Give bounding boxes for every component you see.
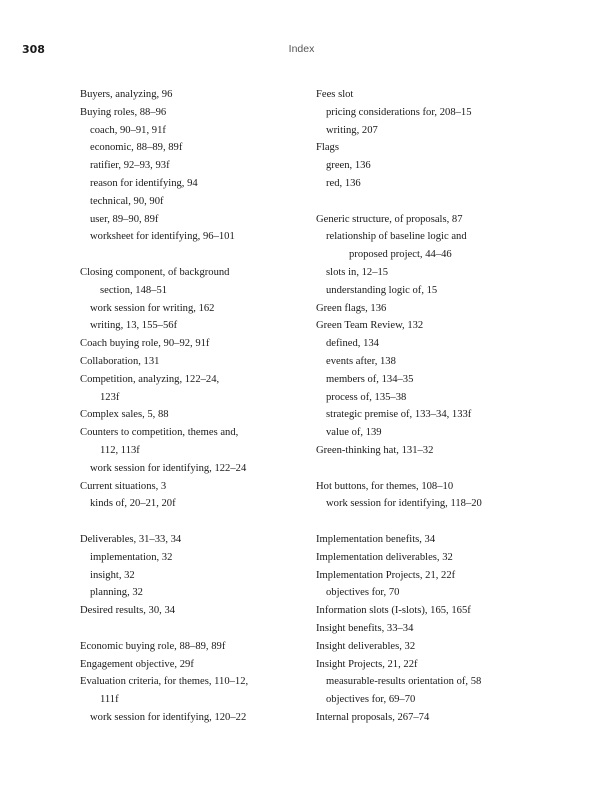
index-subentry: user, 89–90, 89f [90, 213, 159, 225]
index-entry-continuation: 111f [100, 694, 119, 706]
index-entry: Evaluation criteria, for themes, 110–12, [80, 676, 249, 688]
index-entry: Economic buying role, 88–89, 89f [80, 640, 226, 652]
index-subentry: measurable-results orientation of, 58 [326, 676, 482, 688]
index-entry: Insight deliverables, 32 [316, 640, 416, 652]
index-entry: Coach buying role, 90–92, 91f [80, 338, 210, 350]
index-entry: Deliverables, 31–33, 34 [80, 533, 182, 545]
index-entry: Green-thinking hat, 131–32 [316, 444, 434, 456]
index-subentry: red, 136 [326, 177, 361, 189]
group-spacer [316, 513, 531, 531]
index-subentry: work session for writing, 162 [90, 302, 215, 314]
index-subentry: value of, 139 [326, 427, 382, 439]
index-subentry: slots in, 12–15 [326, 266, 389, 278]
index-entry: Complex sales, 5, 88 [80, 409, 169, 421]
index-entry: Closing component, of background [80, 266, 230, 278]
index-entry-continuation: 123f [100, 391, 120, 403]
index-entry: Implementation Projects, 21, 22f [316, 569, 456, 581]
index-entry: Hot buttons, for themes, 108–10 [316, 480, 454, 492]
index-entry: Generic structure, of proposals, 87 [316, 213, 463, 225]
index-column-left [80, 86, 295, 727]
index-entry: Collaboration, 131 [80, 355, 160, 367]
index-subentry: worksheet for identifying, 96–101 [90, 231, 235, 243]
group-spacer [80, 246, 295, 264]
index-entry: Buyers, analyzing, 96 [80, 89, 173, 100]
running-head: Index [288, 43, 315, 55]
index-subentry: strategic premise of, 133–34, 133f [326, 409, 472, 421]
index-subentry: coach, 90–91, 91f [90, 124, 166, 136]
index-entry: Buying roles, 88–96 [80, 106, 167, 118]
index-subentry: economic, 88–89, 89f [90, 142, 183, 154]
index-subentry-continuation: proposed project, 44–46 [349, 249, 452, 261]
index-subentry: kinds of, 20–21, 20f [90, 498, 176, 510]
index-entry: Competition, analyzing, 122–24, [80, 373, 220, 385]
index-subentry: events after, 138 [326, 355, 396, 367]
index-subentry: pricing considerations for, 208–15 [326, 106, 472, 118]
index-entry: Counters to competition, themes and, [80, 427, 239, 439]
group-spacer [80, 513, 295, 531]
index-entry: Engagement objective, 29f [80, 658, 194, 670]
index-entry: Implementation benefits, 34 [316, 533, 436, 545]
index-subentry: writing, 207 [326, 124, 378, 136]
index-subentry: reason for identifying, 94 [90, 177, 198, 189]
index-entry: Internal proposals, 267–74 [316, 711, 430, 723]
index-subentry: ratifier, 92–93, 93f [90, 160, 170, 172]
index-entry: Green flags, 136 [316, 302, 387, 314]
index-subentry: objectives for, 70 [326, 587, 400, 599]
index-entry: Insight benefits, 33–34 [316, 622, 414, 634]
index-subentry: process of, 135–38 [326, 391, 407, 403]
index-subentry: green, 136 [326, 160, 371, 172]
index-subentry: planning, 32 [90, 587, 143, 599]
index-entry: Current situations, 3 [80, 480, 167, 492]
group-spacer [80, 620, 295, 638]
index-entry: Information slots (I-slots), 165, 165f [316, 605, 471, 617]
index-subentry: writing, 13, 155–56f [90, 320, 178, 332]
index-subentry: work session for identifying, 118–20 [326, 498, 482, 510]
index-subentry: insight, 32 [90, 569, 135, 581]
index-subentry: members of, 134–35 [326, 373, 414, 385]
group-spacer [316, 193, 531, 211]
index-subentry: technical, 90, 90f [90, 195, 164, 207]
index-subentry: implementation, 32 [90, 551, 173, 563]
index-subentry: work session for identifying, 120–22 [90, 711, 247, 723]
index-subentry: relationship of baseline logic and [326, 231, 467, 243]
index-entry-continuation: 112, 113f [100, 444, 140, 456]
index-subentry: defined, 134 [326, 338, 379, 350]
index-entry: Fees slot [316, 89, 354, 100]
index-column-right [316, 86, 531, 727]
index-entry: Desired results, 30, 34 [80, 605, 176, 617]
index-entry: Flags [316, 142, 339, 154]
index-entry: Implementation deliverables, 32 [316, 551, 453, 563]
index-entry: Insight Projects, 21, 22f [316, 658, 418, 670]
index-entry-continuation: section, 148–51 [100, 284, 168, 296]
group-spacer [316, 460, 531, 478]
index-subentry: work session for identifying, 122–24 [90, 462, 247, 474]
index-subentry: objectives for, 69–70 [326, 694, 416, 706]
index-subentry: understanding logic of, 15 [326, 284, 438, 296]
index-entry: Green Team Review, 132 [316, 320, 424, 332]
page-number: 308 [22, 43, 45, 56]
